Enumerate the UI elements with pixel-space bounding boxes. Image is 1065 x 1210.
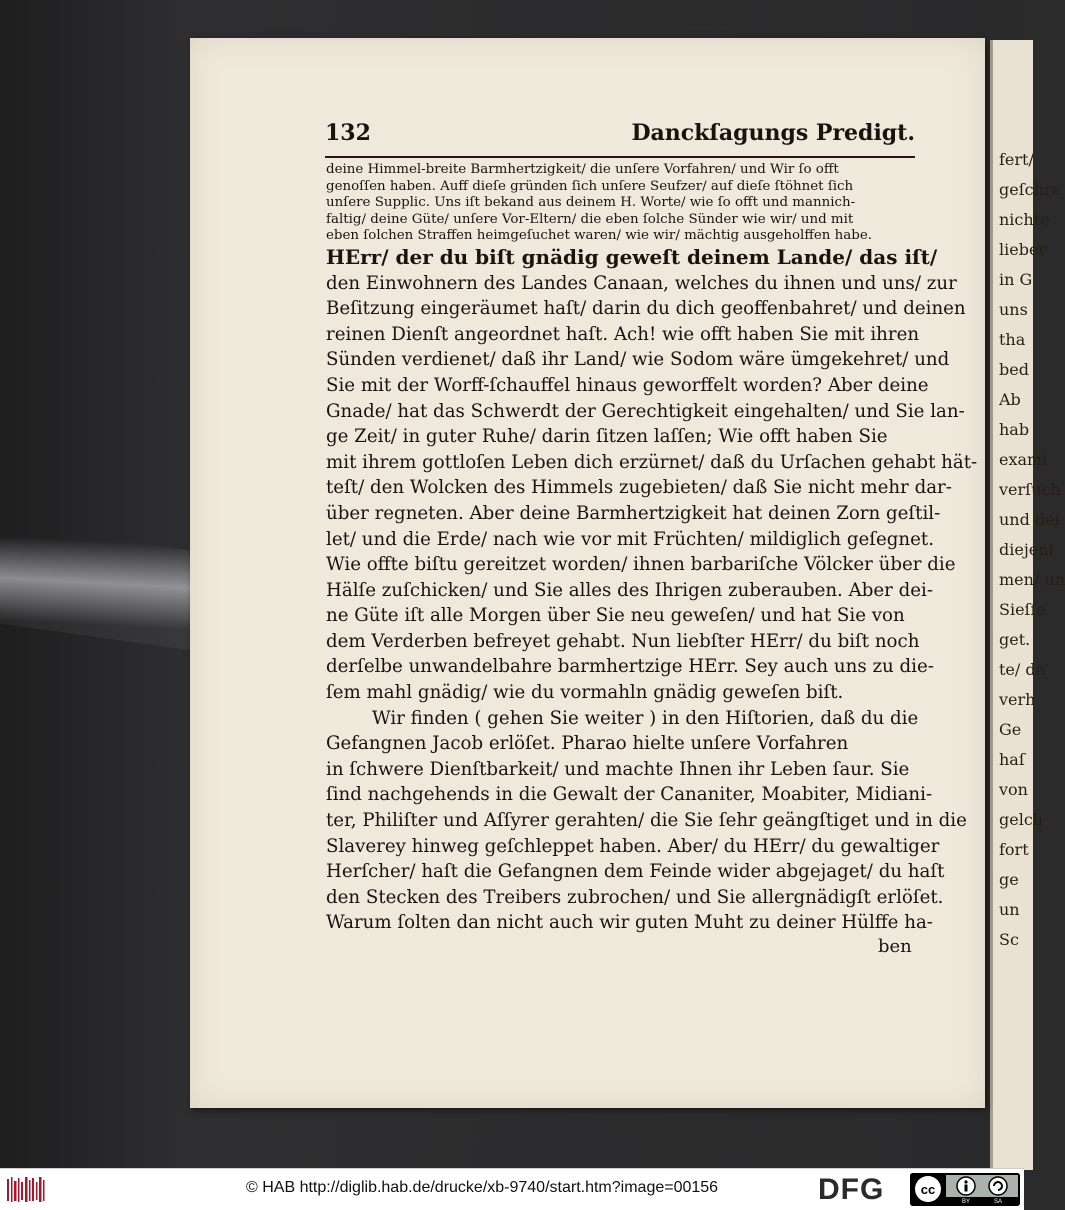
adjacent-text-fragment: Ge bbox=[999, 720, 1022, 739]
text-line: Slaverey hinweg geſchleppet haben. Aber/ du HErr/ du gewaltiger bbox=[326, 835, 940, 857]
page-header bbox=[325, 120, 915, 150]
adjacent-page bbox=[990, 40, 1065, 1170]
text-line: ſind nachgehends in die Gewalt der Cananiter, Moabiter, Midiani- bbox=[326, 784, 933, 806]
adjacent-text-fragment: von bbox=[999, 780, 1028, 799]
text-line: in ſchwere Dienſtbarkeit/ und machte Ihnen ihr Leben ſaur. Sie bbox=[326, 758, 910, 780]
header-rule bbox=[325, 156, 915, 158]
page-body bbox=[326, 162, 978, 936]
text-line: den Stecken des Treibers zubrochen/ und Sie allergnädigſt erlöſet. bbox=[326, 886, 944, 908]
text-line: Hälſe zuſchicken/ und Sie alles des Ihrigen zuberauben. Aber dei- bbox=[326, 579, 934, 601]
adjacent-text-fragment: get. bbox=[999, 630, 1031, 649]
adjacent-text-fragment: verh bbox=[999, 690, 1036, 709]
text-line: Wie offte biſtu gereitzet worden/ ihnen barbariſche Völcker über die bbox=[326, 554, 956, 576]
svg-text:BY: BY bbox=[961, 1199, 971, 1205]
svg-text:cc: cc bbox=[920, 1182, 936, 1197]
dfg-logo[interactable]: DFG bbox=[818, 1173, 885, 1206]
svg-text:SA: SA bbox=[993, 1199, 1003, 1205]
text-line: Sünden verdienet/ daß ihr Land/ wie Sodom wäre ümgekehret/ und bbox=[326, 349, 950, 371]
text-line: teſt/ den Wolcken des Himmels zugebieten/ daß Sie nicht mehr dar- bbox=[326, 477, 952, 499]
text-line: Gnade/ hat das Schwerdt der Gerechtigkeit eingehalten/ und Sie lan- bbox=[326, 400, 965, 422]
page-number: 132 bbox=[325, 120, 371, 146]
text-line: unſere Supplic. Uns iſt bekand aus deinem H. Worte/ wie ſo offt und mannich- bbox=[326, 195, 856, 211]
adjacent-text-fragment: uns bbox=[999, 300, 1028, 319]
adjacent-text-fragment: Ab bbox=[999, 390, 1021, 409]
adjacent-text-fragment: geſchre bbox=[999, 180, 1062, 199]
adjacent-text-fragment: te/ de bbox=[999, 660, 1046, 679]
adjacent-text-fragment: verſuch bbox=[999, 480, 1061, 499]
adjacent-text-fragment: tha bbox=[999, 330, 1026, 349]
text-line: HErr/ der du biſt gnädig geweſt deinem Lande/ das iſt/ bbox=[326, 244, 938, 269]
text-line: dem Verderben befreyet gehabt. Nun liebſter HErr/ du biſt noch bbox=[326, 630, 920, 652]
text-line: derſelbe unwandelbahre barmhertzige HErr. Sey auch uns zu die- bbox=[326, 656, 934, 678]
adjacent-text-fragment: nichte bbox=[999, 210, 1050, 229]
text-line: let/ und die Erde/ nach wie vor mit Früchten/ mildiglich geſegnet. bbox=[326, 528, 934, 550]
text-line: ſem mahl gnädig/ wie du vormahln gnädig geweſen biſt. bbox=[326, 682, 844, 704]
running-title: Danckſagungs Predigt. bbox=[631, 120, 915, 146]
text-line: ter, Philiſter und Aſſyrer gerahten/ die Sie ſehr geängſtiget und in die bbox=[326, 810, 967, 832]
copyright-link[interactable]: © HAB http://diglib.hab.de/drucke/xb-9740/start.htm?image=00156 bbox=[246, 1179, 719, 1196]
text-line: ne Güte iſt alle Morgen über Sie neu geweſen/ und hat Sie von bbox=[326, 605, 905, 627]
text-line: Wir finden ( gehen Sie weiter ) in den Hiſtorien, daß du die bbox=[372, 707, 919, 729]
hab-logo-icon[interactable] bbox=[6, 1176, 46, 1203]
adjacent-text-fragment: fert/ bbox=[999, 150, 1034, 169]
adjacent-text-fragment: und dei bbox=[999, 510, 1060, 529]
text-line: Gefangnen Jacob erlöſet. Pharao hielte unſere Vorfahren bbox=[326, 733, 849, 755]
text-line: eben ſolchen Straffen heimgeſuchet waren/ wie wir/ mächtig ausgeholffen habe. bbox=[326, 228, 873, 244]
adjacent-text-fragment: in G bbox=[999, 270, 1033, 289]
adjacent-text-fragment: Sc bbox=[999, 930, 1019, 949]
text-line: Beſitzung eingeräumet haſt/ darin du dich geoffenbahret/ und deinen bbox=[326, 298, 966, 320]
text-line: den Einwohnern des Landes Canaan, welches du ihnen und uns/ zur bbox=[326, 272, 957, 294]
cc-license-icon[interactable] bbox=[910, 1173, 1020, 1206]
adjacent-text-fragment: Sieſſe bbox=[999, 600, 1046, 619]
text-line: Sie mit der Worff-ſchauffel hinaus geworffelt worden? Aber deine bbox=[326, 374, 929, 396]
text-line: Warum ſolten dan nicht auch wir guten Muht zu deiner Hülffe ha- bbox=[326, 912, 933, 934]
text-line: mit ihrem gottloſen Leben dich erzürnet/ daß du Urſachen gehabt hät- bbox=[326, 451, 978, 473]
adjacent-text-fragment: diejeni bbox=[999, 540, 1054, 559]
text-line: faltig/ deine Güte/ unſere Vor-Eltern/ die eben ſolche Sünder wie wir/ und mit bbox=[326, 211, 854, 227]
adjacent-text-fragment: haſ bbox=[999, 750, 1025, 769]
text-line: reinen Dienſt angeordnet haſt. Ach! wie offt haben Sie mit ihren bbox=[326, 323, 920, 345]
text-line: genoſſen haben. Auff dieſe gründen ſich unſere Seufzer/ auf dieſe ſtöhnet ſich bbox=[326, 178, 854, 194]
text-line: Herſcher/ haſt die Gefangnen dem Feinde wider abgejaget/ du haſt bbox=[326, 861, 945, 883]
viewer-footer bbox=[0, 1168, 1024, 1210]
book-page bbox=[190, 38, 985, 1108]
adjacent-text-fragment: bed bbox=[999, 360, 1029, 379]
text-line: deine Himmel-breite Barmhertzigkeit/ die unſere Vorfahren/ und Wir ſo offt bbox=[326, 162, 839, 177]
adjacent-text-fragment: hab bbox=[999, 420, 1030, 439]
adjacent-text-fragment: gelch bbox=[999, 810, 1044, 829]
adjacent-text-fragment: ge bbox=[999, 870, 1019, 889]
adjacent-text-fragment: men/ un bbox=[999, 570, 1065, 589]
adjacent-text-fragment: exami bbox=[999, 450, 1048, 469]
adjacent-text-fragment: lieber bbox=[999, 240, 1047, 259]
catchword: ben bbox=[878, 936, 912, 957]
adjacent-text-fragment: fort bbox=[999, 840, 1029, 859]
adjacent-text-fragment: un bbox=[999, 900, 1020, 919]
text-line: über regneten. Aber deine Barmhertzigkeit hat deinen Zorn geſtil- bbox=[326, 502, 941, 524]
text-line: ge Zeit/ in guter Ruhe/ darin ſitzen laſſen; Wie offt haben Sie bbox=[326, 426, 888, 448]
